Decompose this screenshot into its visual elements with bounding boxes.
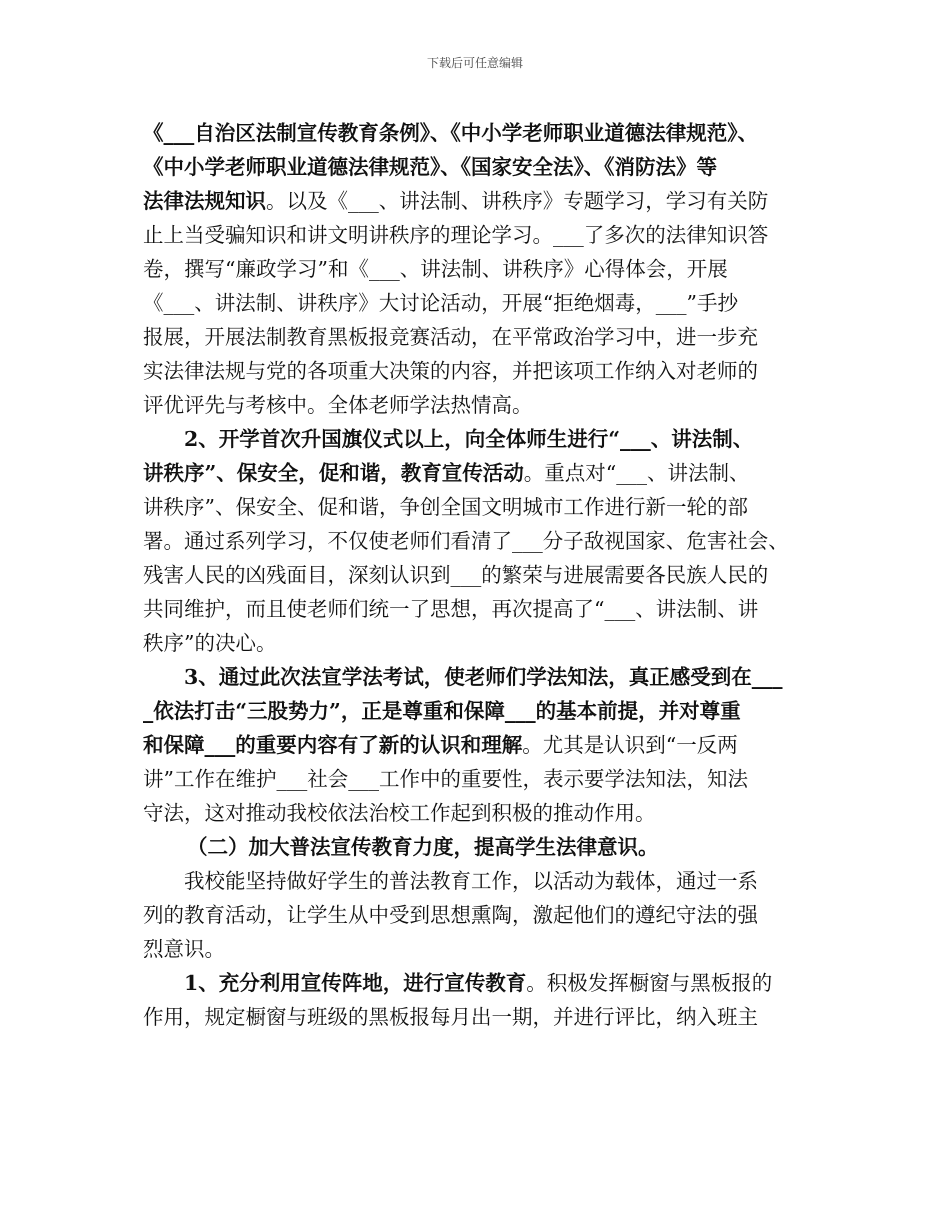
text-line: 2、开学首次升国旗仪式以上，向全体师生进行“___、讲法制、 xyxy=(184,427,754,451)
text-line: 共同维护，而且使老师们统一了思想，再次提高了“___、讲法制、讲 xyxy=(143,597,759,621)
text-line: 烈意识。 xyxy=(143,937,225,961)
text-line: 3、通过此次法宣学法考试，使老师们学法知法，真正感受到在___ xyxy=(184,665,783,689)
text-line: 报展，开展法制教育黑板报竞赛活动，在平常政治学习中，进一步充 xyxy=(143,325,758,349)
text-line: 讲”工作在维护___社会___工作中的重要性，表示要学法知法，知法 xyxy=(143,767,748,791)
document-body xyxy=(143,116,811,1034)
text-line: 1、充分利用宣传阵地，进行宣传教育。积极发挥橱窗与黑板报的 xyxy=(184,971,773,995)
text-line: 实法律法规与党的各项重大决策的内容，并把该项工作纳入对老师的 xyxy=(143,359,758,383)
text-line: 卷，撰写“廉政学习”和《___、讲法制、讲秩序》心得体会，开展 xyxy=(143,257,728,281)
text-line: 评优评先与考核中。全体老师学法热情高。 xyxy=(143,393,533,417)
text-line: 法律法规知识。以及《___、讲法制、讲秩序》专题学习，学习有关防 xyxy=(143,189,769,213)
section-heading: （二）加大普法宣传教育力度，提高学生法律意识。 xyxy=(187,835,659,859)
text-line: 我校能坚持做好学生的普法教育工作，以活动为载体，通过一系 xyxy=(184,869,758,893)
text-line: 秩序”的决心。 xyxy=(143,631,277,655)
page-header: 下载后可任意编辑 xyxy=(426,56,523,70)
text-line: 《中小学老师职业道德法律规范》、《国家安全法》、《消防法》等 xyxy=(143,155,717,179)
text-line: 列的教育活动，让学生从中受到思想熏陶，激起他们的遵纪守法的强 xyxy=(143,903,758,927)
text-line: 守法，这对推动我校依法治校工作起到积极的推动作用。 xyxy=(143,801,656,825)
text-line: _依法打击“三股势力”，正是尊重和保障___的基本前提，并对尊重 xyxy=(143,699,741,723)
text-line: 作用，规定橱窗与班级的黑板报每月出一期，并进行评比，纳入班主 xyxy=(143,1005,758,1029)
text-line: 止上当受骗知识和讲文明讲秩序的理论学习。___了多次的法律知识答 xyxy=(143,223,769,247)
text-line: 署。通过系列学习，不仅使老师们看清了___分子敌视国家、危害社会、 xyxy=(143,529,789,553)
text-line: 讲秩序”、保安全，促和谐，教育宣传活动。重点对“___、讲法制、 xyxy=(143,461,750,485)
text-line: 和保障___的重要内容有了新的认识和理解。尤其是认识到“一反两 xyxy=(143,733,738,757)
text-line: 残害人民的凶残面目，深刻认识到___的繁荣与进展需要各民族人民的 xyxy=(143,563,769,587)
text-line: 讲秩序”、保安全、促和谐，争创全国文明城市工作进行新一轮的部 xyxy=(143,495,748,519)
text-line: 《___、讲法制、讲秩序》大讨论活动，开展“拒绝烟毒，___”手抄 xyxy=(143,291,738,315)
text-line: 《___自治区法制宣传教育条例》、《中小学老师职业道德法律规范》、 xyxy=(143,121,758,145)
